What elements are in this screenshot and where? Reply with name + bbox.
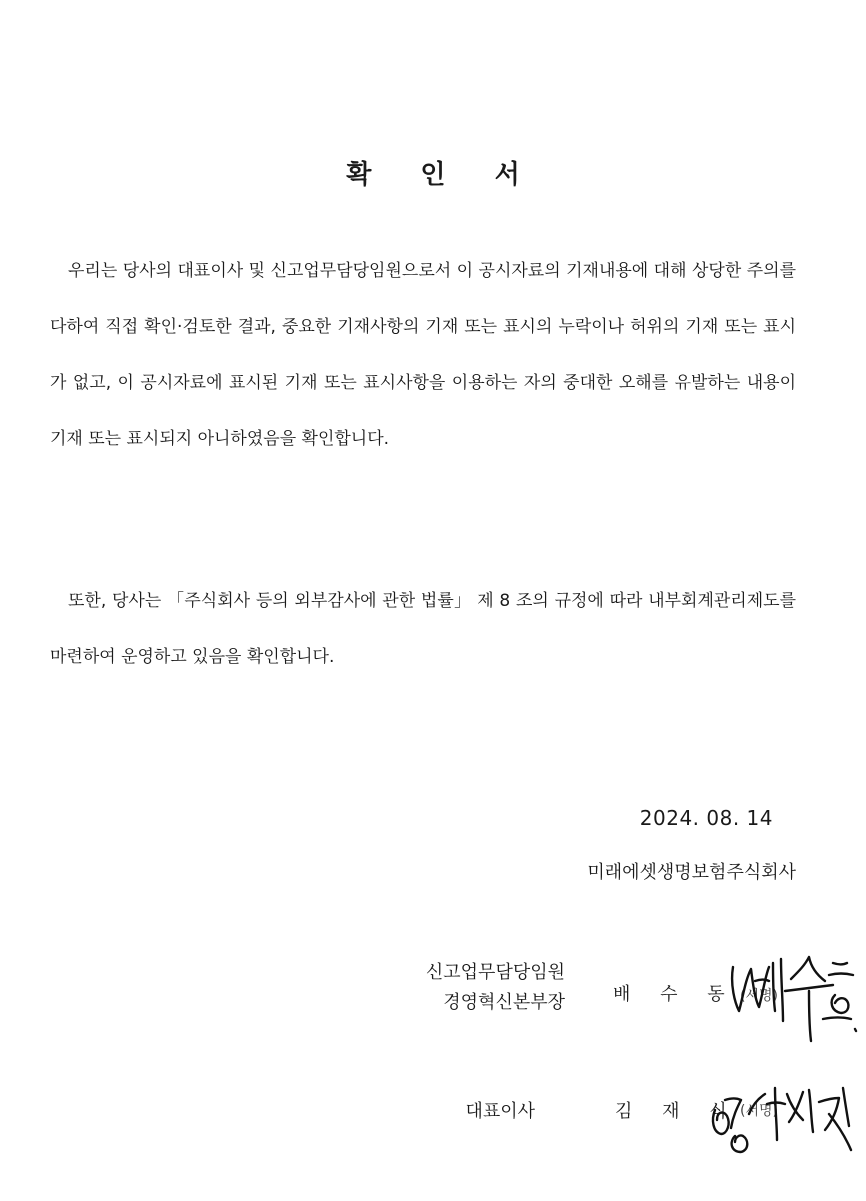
signatory-1-sign-mark: (서명) [740, 988, 778, 1004]
paragraph-2-text: 또한, 당사는 「주식회사 등의 외부감사에 관한 법률」 제 8 조의 규정에 따라 내부회계관리제도를 마련하여 운영하고 있음을 확인합니다. [50, 591, 796, 667]
paragraph-1-text: 우리는 당사의 대표이사 및 신고업무담당임원으로서 이 공시자료의 기재내용에 대해 상당한 주의를 다하여 직접 확인·검토한 결과, 중요한 기재사항의 기재 또는 표시의 누락이나 허위의 기재 또는 표시가 없고, 이 공시자료에 표시된 기재 또는 표시사항을 이용하는 자의 중대한 오해를 유발하는 내용이 기재 또는 표시되지 아니하였음을 확인합니다. [50, 261, 796, 449]
signatory-2-title [465, 1097, 535, 1127]
document-title: 확 인 서 [346, 160, 540, 190]
company-name: 미래에셋생명보험주식회사 [587, 862, 796, 883]
confirmation-paragraph-2 [50, 573, 796, 685]
signatory-2-name: 김 재 식 [615, 1101, 739, 1122]
signatory-2-sign-mark: (서명) [740, 1103, 778, 1119]
signatory-1-title-line-2: 경영혁신본부장 [443, 992, 565, 1013]
signatory-2-title-line-1: 대표이사 [465, 1101, 535, 1122]
confirmation-paragraph-1 [50, 243, 796, 467]
document-date: 2024. 08. 14 [639, 806, 773, 830]
signatory-1-name: 배 수 동 [613, 984, 737, 1005]
signatory-1-title-line-1: 신고업무담당임원 [425, 962, 565, 983]
signatory-1-title [426, 958, 565, 1018]
